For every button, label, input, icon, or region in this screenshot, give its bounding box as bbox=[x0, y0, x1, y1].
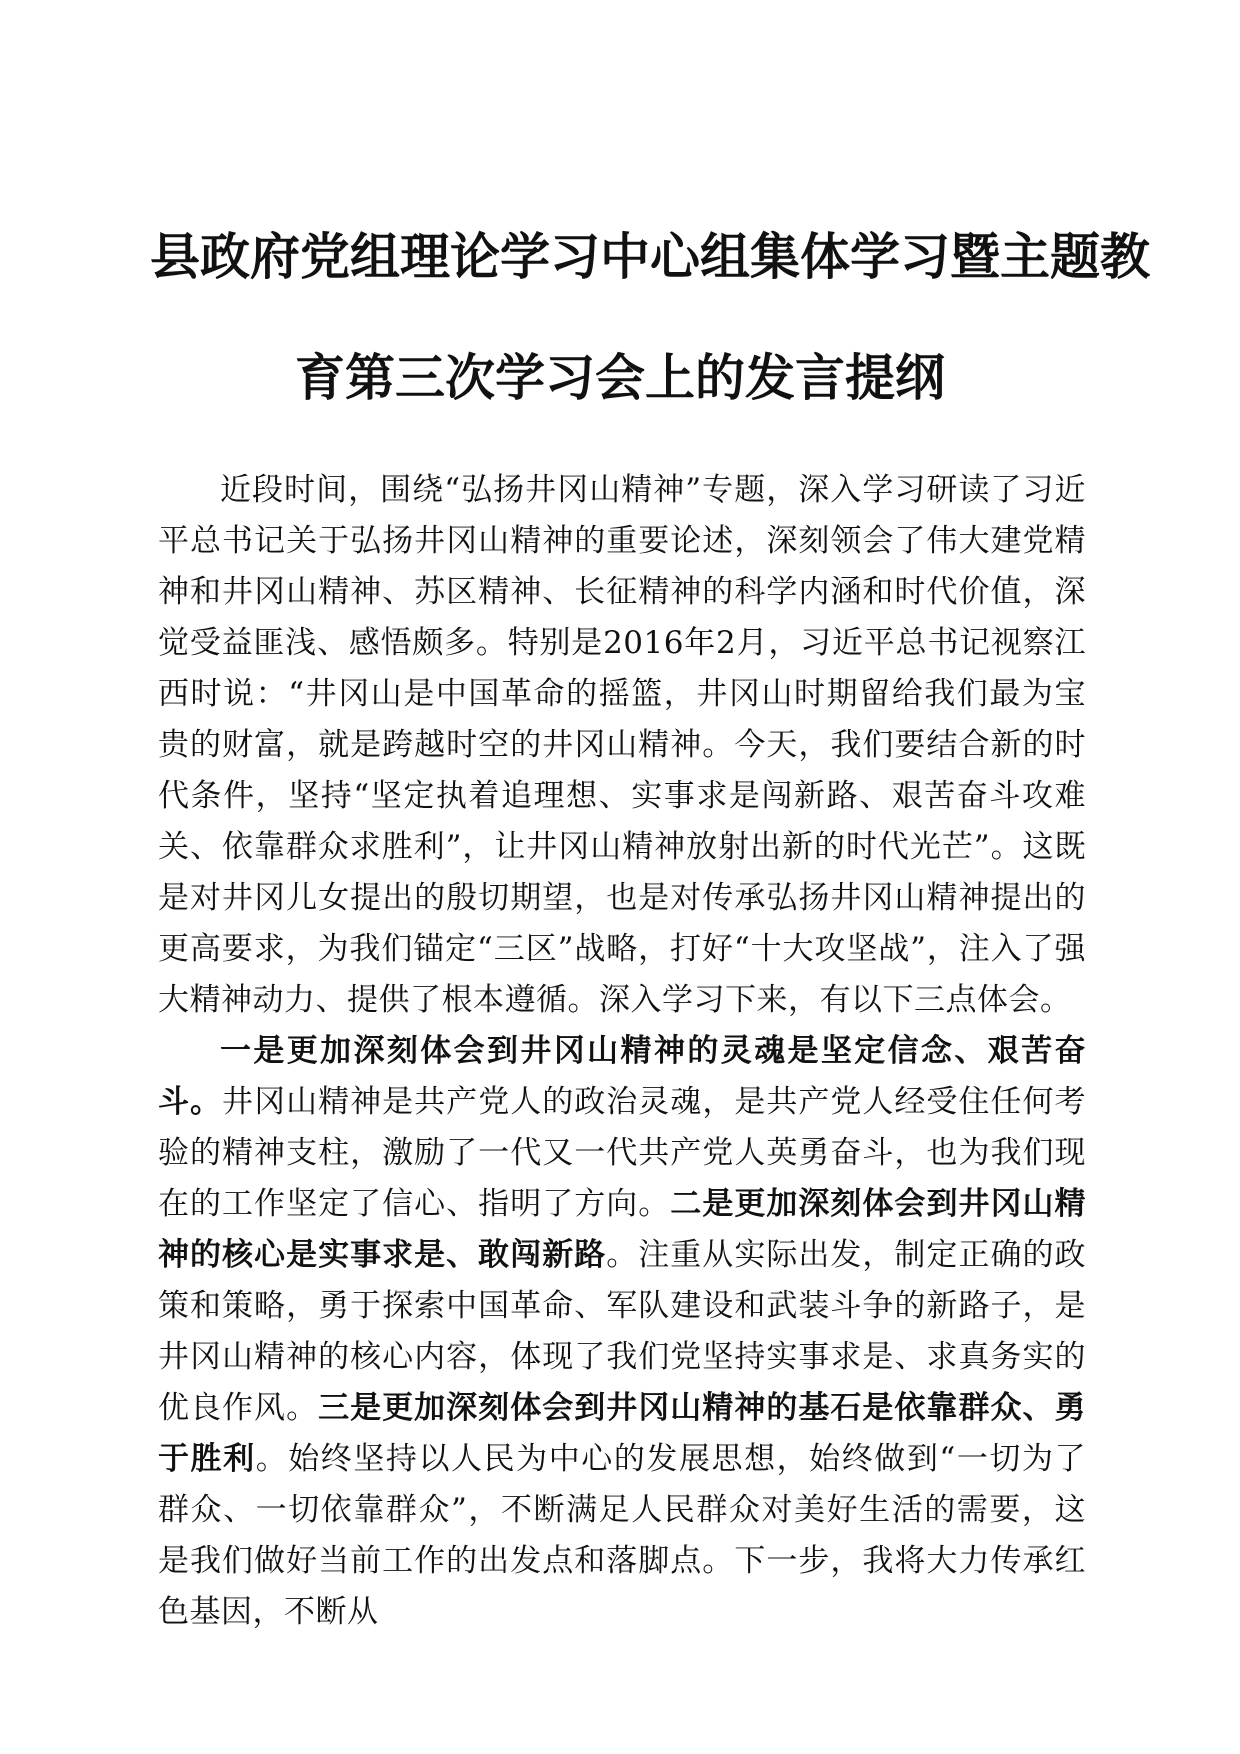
document-title-line-2: 育第三次学习会上的发言提纲 bbox=[295, 348, 945, 407]
point-3-text: 。始终坚持以人民为中心的发展思想，始终做到“一切为了群众、一切依靠群众”，不断满足人民群众对美好生活的需要，这是我们做好当前工作的出发点和落脚点。下一步，我将大力传承红色基因，不断从 bbox=[158, 1441, 1086, 1630]
point-2-heading: 二是更加深刻体会到井冈山精神的核心是实事求是、敢闯新路 bbox=[158, 1186, 1087, 1273]
intro-paragraph: 近段时间，围绕“弘扬井冈山精神”专题，深入学习研读了习近平总书记关于弘扬井冈山精神的重要论述，深刻领会了伟大建党精神和井冈山精神、苏区精神、长征精神的科学内涵和时代价值，深觉受益匪浅、感悟颇多。特别是2016年2月，习近平总书记视察江西时说：“井冈山是中国革命的摇篮，井冈山时期留给我们最为宝贵的财富，就是跨越时空的井冈山精神。今天，我们要结合新的时代条件，坚持“坚定执着追理想、实事求是闯新路、艰苦奋斗攻难关、依靠群众求胜利”，让井冈山精神放射出新的时代光芒”。这既是对井冈儿女提出的殷切期望，也是对传承弘扬井冈山精神提出的更高要求，为我们锚定“三区”战略，打好“十大攻坚战”，注入了强大精神动力、提供了根本遵循。深入学习下来，有以下三点体会。 bbox=[158, 472, 1086, 1018]
point-2-text: 。注重从实际出发，制定正确的政策和策略，勇于探索中国革命、军队建设和武装斗争的新路子，是井冈山精神的核心内容，体现了我们党坚持实事求是、求真务实的优良作风。 bbox=[158, 1237, 1086, 1426]
point-3-heading: 三是更加深刻体会到井冈山精神的基石是依靠群众、勇于胜利 bbox=[158, 1390, 1087, 1477]
point-1-text: 井冈山精神是共产党人的政治灵魂，是共产党人经受住任何考验的精神支柱，激励了一代又一代共产党人英勇奋斗，也为我们现在的工作坚定了信心、指明了方向。 bbox=[158, 1084, 1087, 1222]
point-1-heading: 一是更加深刻体会到井冈山精神的灵魂是坚定信念、艰苦奋斗。 bbox=[158, 1033, 1086, 1120]
document-body bbox=[158, 465, 1086, 1638]
document-title-line-1: 县政府党组理论学习中心组集体学习暨主题教 bbox=[150, 227, 1150, 286]
experience-paragraph bbox=[158, 1026, 1086, 1638]
